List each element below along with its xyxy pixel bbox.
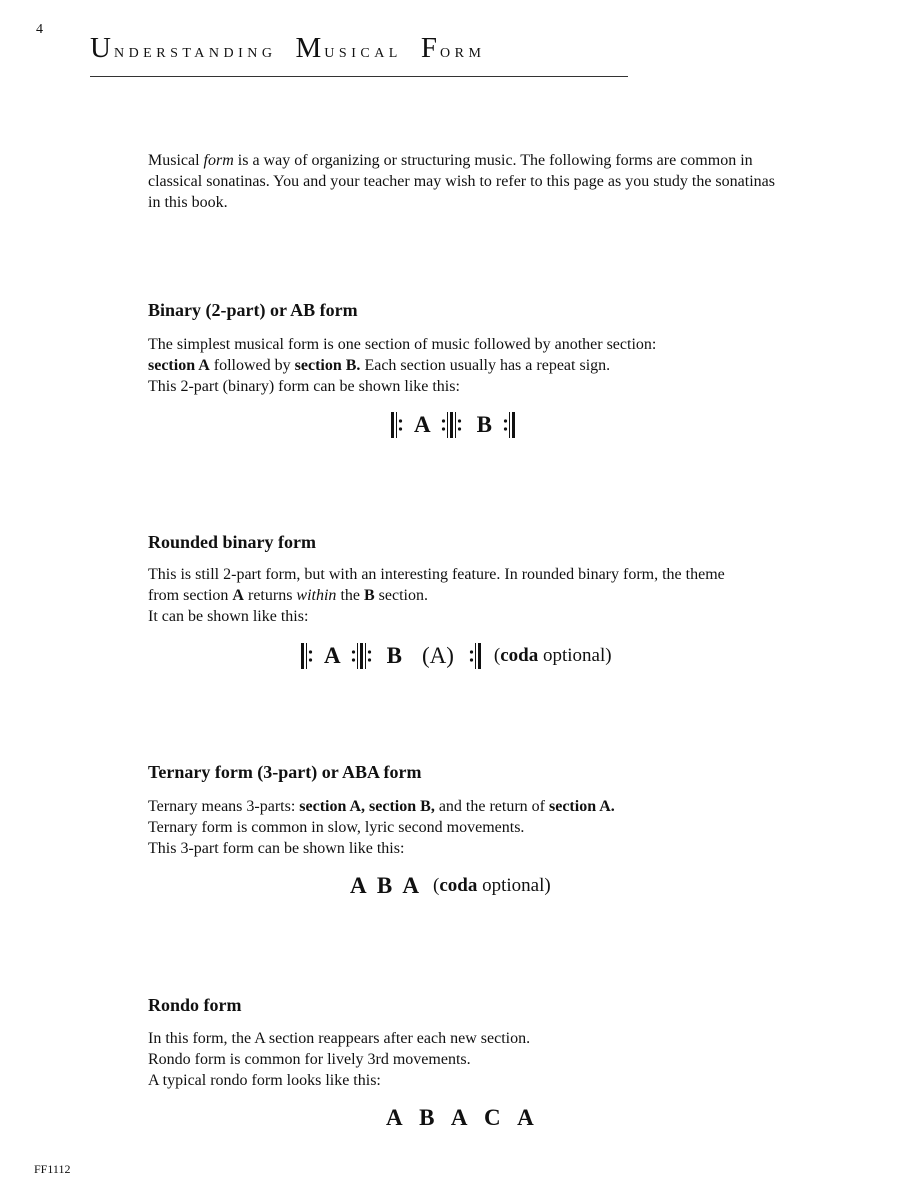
rounded-binary-diagram [298, 643, 612, 669]
section-rounded-binary [148, 530, 788, 627]
ternary-form-diagram [350, 873, 551, 899]
rondo-heading: Rondo form [148, 995, 242, 1015]
rounded-line-2: from section A returns within the B section. [148, 587, 428, 604]
rounded-letter-b: B [386, 643, 402, 668]
title-underline [90, 76, 628, 77]
repeat-end-icon [468, 643, 482, 669]
repeat-start-icon [300, 643, 314, 669]
ternary-line-3: This 3-part form can be shown like this: [148, 840, 405, 857]
ternary-letters: A B A [350, 873, 420, 898]
binary-letter-b: B [476, 412, 492, 437]
rounded-line-1: This is still 2-part form, but with an interesting feature. In rounded binary form, the theme [148, 566, 725, 583]
rondo-line-2: Rondo form is common for lively 3rd movements. [148, 1051, 471, 1068]
section-rondo [148, 993, 788, 1091]
rondo-form-diagram [386, 1105, 540, 1131]
repeat-double-icon [351, 643, 377, 669]
repeat-double-icon [441, 412, 467, 438]
section-binary [148, 298, 788, 397]
repeat-start-icon [390, 412, 404, 438]
page-number: 4 [36, 22, 43, 37]
rounded-letter-a: A [324, 643, 341, 668]
rounded-return-a: (A) [421, 643, 454, 668]
binary-line-1: The simplest musical form is one section of music followed by another section: [148, 336, 657, 353]
repeat-end-icon [502, 412, 516, 438]
rounded-heading: Rounded binary form [148, 532, 317, 552]
ternary-heading: Ternary form (3-part) or ABA form [148, 762, 422, 782]
ternary-line-2: Ternary form is common in slow, lyric second movements. [148, 819, 525, 836]
binary-line-2: section A followed by section B. Each section usually has a repeat sign. [148, 357, 611, 374]
rounded-line-3: It can be shown like this: [148, 608, 309, 625]
coda-optional-note: (coda optional) [433, 875, 551, 896]
binary-letter-a: A [414, 412, 431, 437]
binary-form-diagram [388, 412, 518, 438]
rondo-letters: A B A C A [386, 1105, 540, 1130]
binary-line-3: This 2-part (binary) form can be shown like this: [148, 378, 460, 395]
coda-optional-note: (coda optional) [493, 645, 612, 666]
section-ternary [148, 760, 788, 859]
binary-heading: Binary (2-part) or AB form [148, 300, 358, 320]
intro-paragraph: Musical form is a way of organizing or structuring music. The following forms are common in classical sonatinas. You and your teacher may wish to refer to this page as you study the sonatinas in this book. [148, 152, 775, 211]
rondo-line-1: In this form, the A section reappears after each new section. [148, 1030, 531, 1047]
page-title: Understanding Musical Form [90, 32, 486, 64]
rondo-line-3: A typical rondo form looks like this: [148, 1072, 381, 1089]
footer-code: FF1112 [34, 1162, 71, 1176]
ternary-line-1: Ternary means 3-parts: section A, section B, and the return of section A. [148, 798, 615, 815]
